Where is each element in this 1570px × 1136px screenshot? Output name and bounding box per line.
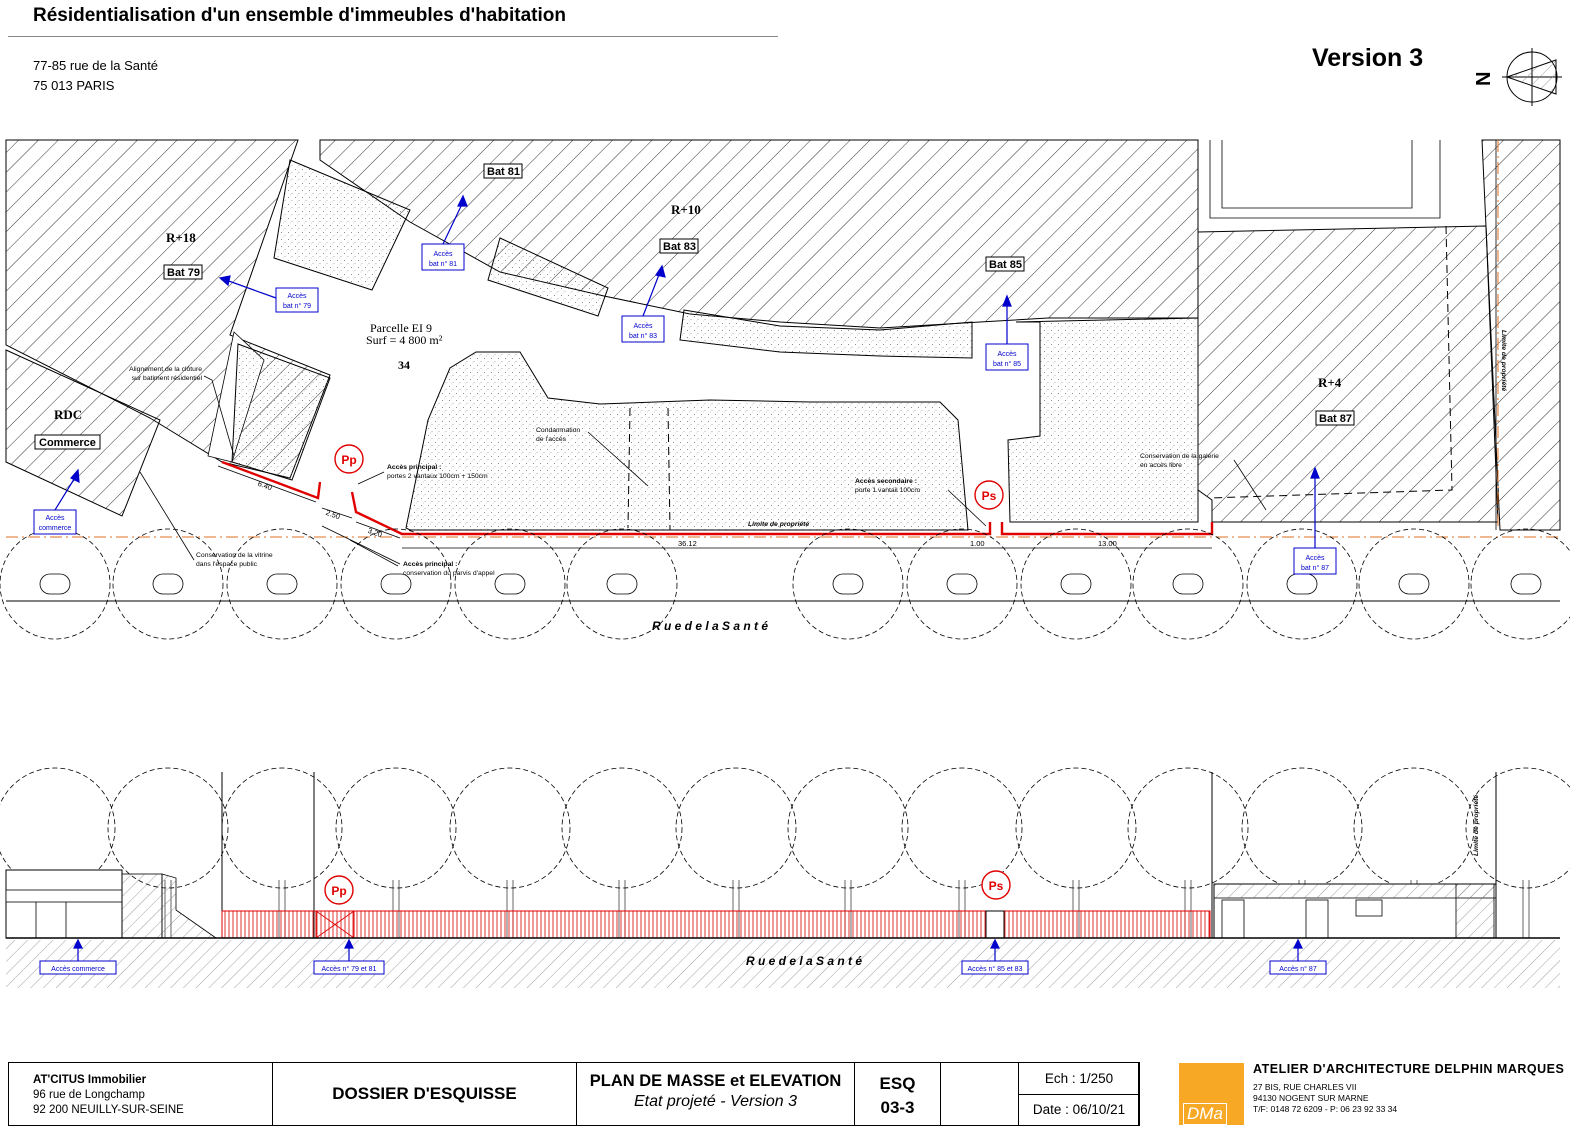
- sheet-code: [855, 1063, 941, 1125]
- bat87-height: R+4: [1318, 375, 1342, 390]
- acces-bat81-l1: Accès: [433, 251, 453, 258]
- firm-address: [1253, 1082, 1397, 1115]
- note-acces-principal2-title: Accès principal :: [403, 561, 458, 568]
- parcel-number: 34: [398, 358, 410, 372]
- note-acces-principal-title: Accès principal :: [387, 464, 442, 471]
- acces-commerce-l2: commerce: [38, 525, 72, 532]
- tag-acces-85-83: Accès n° 85 et 83: [967, 966, 1023, 973]
- client-address-1: 96 rue de Longchamp: [33, 1089, 145, 1101]
- sheet-code-2: 03-3: [880, 1098, 915, 1117]
- dossier-type: DOSSIER D'ESQUISSE: [273, 1063, 577, 1125]
- sheet-code-1: ESQ: [879, 1074, 916, 1093]
- street-name: R u e d e l a S a n t é: [652, 619, 769, 633]
- north-arrow-icon: [1473, 48, 1562, 106]
- blank-cell: [941, 1063, 1019, 1125]
- elevation-street-name: R u e d e l a S a n t é: [746, 954, 863, 968]
- tag-acces-commerce: Accès commerce: [51, 966, 105, 973]
- note-limite: Limite de propriété: [748, 521, 810, 528]
- central-lawn: [406, 352, 968, 530]
- bat81-label: Bat 81: [487, 166, 521, 178]
- site-plan: [0, 140, 1570, 639]
- marker-pp-elevation: Pp: [331, 884, 347, 898]
- building-bat81-83-85: [320, 140, 1198, 328]
- elevation-fence: [222, 911, 1210, 938]
- dim-6-40: 6.40: [256, 478, 274, 493]
- note-acces-principal2-text: conservation du parvis d'appel: [403, 570, 495, 577]
- client-name: AT'CITUS Immobilier: [33, 1074, 147, 1086]
- plan-title: PLAN DE MASSE et ELEVATION: [589, 1072, 842, 1090]
- marker-pp-plan: Pp: [341, 453, 357, 467]
- dim-1-00: 1.00: [970, 539, 985, 548]
- dim-2-50: 2.50: [324, 507, 342, 522]
- bat79-label: Bat 79: [167, 267, 201, 279]
- elevation-limite-side: Limite de propriété: [1473, 794, 1480, 856]
- bat85-label: Bat 85: [989, 259, 1023, 271]
- client-info: [9, 1063, 273, 1125]
- firm-address-2: 94130 NOGENT SUR MARNE: [1253, 1093, 1369, 1103]
- acces-bat87-l1: Accès: [1305, 555, 1325, 562]
- marker-ps-elevation: Ps: [988, 879, 1004, 893]
- parcel-surface: Surf = 4 800 m²: [366, 333, 443, 347]
- tag-acces-87: Accès n° 87: [1279, 966, 1317, 973]
- firm-phone: T/F: 0148 72 6209 - P: 06 23 92 33 34: [1253, 1104, 1398, 1114]
- bat83-height: R+10: [671, 202, 701, 217]
- dim-3-20: 3.20: [366, 525, 384, 540]
- note-alignement-l2: sur batiment résidentiel: [131, 375, 202, 382]
- date: Date : 06/10/21: [1032, 1102, 1126, 1117]
- acces-bat87-l2: bat n° 87: [1300, 565, 1330, 572]
- note-vitrine-l2: dans l'espace public: [196, 561, 257, 568]
- acces-bat79-l2: bat n° 79: [282, 303, 312, 310]
- bat87-label: Bat 87: [1319, 413, 1353, 425]
- acces-bat79-l1: Accès: [287, 293, 307, 300]
- note-acces-secondaire-title: Accès secondaire :: [855, 478, 917, 485]
- note-condamnation-l1: Condamnation: [536, 427, 581, 434]
- dim-36-12: 36.12: [678, 539, 697, 548]
- bat79-height: R+18: [166, 230, 196, 245]
- building-bat87: [1198, 226, 1498, 522]
- firm-name: ATELIER D'ARCHITECTURE DELPHIN MARQUES: [1253, 1062, 1565, 1076]
- note-alignement-l1: Alignement de la clôture: [129, 366, 202, 373]
- address-line-1: 77-85 rue de la Santé: [33, 58, 159, 73]
- street-trees: [0, 529, 1570, 639]
- scale-date-cell: [1019, 1063, 1139, 1125]
- note-galerie-l2: en accès libre: [1140, 462, 1182, 469]
- note-vitrine-l1: Conservation de la vitrine: [196, 552, 273, 559]
- acces-bat83-l1: Accès: [633, 323, 653, 330]
- title-block: [8, 1062, 1140, 1126]
- parcel-name: Parcelle EI 9: [370, 321, 432, 335]
- north-label: N: [1473, 71, 1495, 86]
- firm-logo-text: DMa: [1183, 1103, 1227, 1125]
- commerce-label: Commerce: [39, 437, 96, 449]
- acces-bat81-l2: bat n° 81: [428, 261, 458, 268]
- plan-title-cell: [577, 1063, 855, 1125]
- marker-ps-plan: Ps: [981, 489, 997, 503]
- note-acces-principal-text: portes 2 vantaux 100cm + 150cm: [387, 473, 488, 480]
- client-address-2: 92 200 NEUILLY-SUR-SEINE: [33, 1104, 184, 1116]
- address-line-2: 75 013 PARIS: [33, 78, 115, 93]
- acces-bat83-l2: bat n° 83: [628, 333, 658, 340]
- tag-acces-79-81: Accès n° 79 et 81: [321, 966, 377, 973]
- acces-bat85-l2: bat n° 85: [992, 361, 1022, 368]
- street-elevation: [0, 768, 1570, 988]
- page-title: Résidentialisation d'un ensemble d'immeubles d'habitation: [33, 5, 566, 26]
- dim-13-00: 13.00: [1098, 539, 1117, 548]
- acces-bat85-l1: Accès: [997, 351, 1017, 358]
- acces-commerce-l1: Accès: [45, 515, 65, 522]
- commerce-height: RDC: [54, 407, 83, 422]
- note-galerie-l1: Conservation de la galerie: [1140, 453, 1219, 460]
- firm-address-1: 27 BIS, RUE CHARLES VII: [1253, 1082, 1357, 1092]
- bat83-label: Bat 83: [663, 241, 697, 253]
- note-limite-side: Limite de propriété: [1500, 330, 1507, 392]
- plan-subtitle: Etat projeté - Version 3: [633, 1093, 798, 1110]
- note-condamnation-l2: de l'accès: [536, 436, 567, 443]
- note-acces-secondaire-text: porte 1 vantail 100cm: [855, 487, 920, 494]
- scale: Ech : 1/250: [1019, 1063, 1139, 1095]
- version-label: Version 3: [1312, 44, 1424, 72]
